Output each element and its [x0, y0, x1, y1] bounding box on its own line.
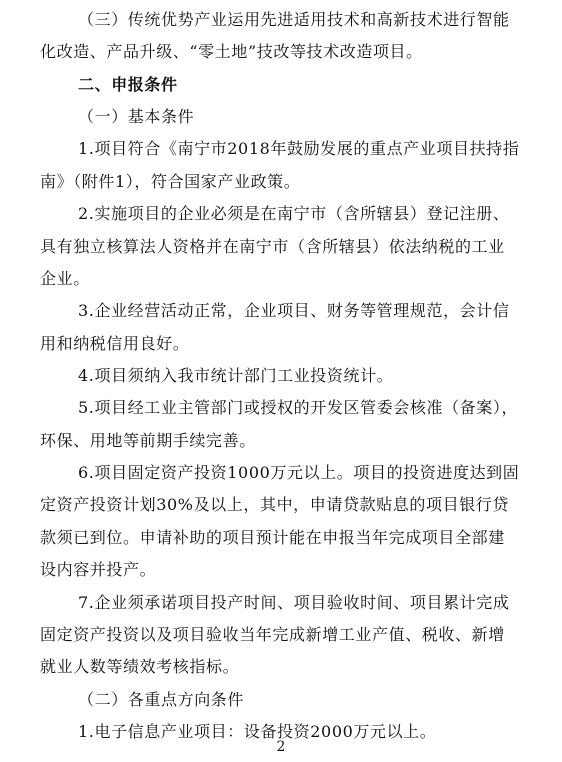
page-number: 2	[276, 739, 286, 755]
paragraph-line: 就业人数等绩效考核指标。	[40, 657, 240, 676]
paragraph-line: 2.实施项目的企业必须是在南宁市（含所辖县）登记注册、	[78, 204, 510, 223]
paragraph-line: 6.项目固定资产投资1000万元以上。项目的投资进度达到固	[78, 463, 520, 482]
paragraph-line: 用和纳税信用良好。	[40, 334, 190, 353]
paragraph-line: 具有独立核算法人资格并在南宁市（含所辖县）依法纳税的工业	[40, 237, 505, 256]
paragraph-line: 定资产投资计划30%及以上，其中，申请贷款贴息的项目银行贷	[40, 495, 509, 514]
paragraph-line: 1.电子信息产业项目：设备投资2000万元以上。	[78, 722, 437, 741]
paragraph-line: 1.项目符合《南宁市2018年鼓励发展的重点产业项目扶持指	[78, 139, 520, 158]
paragraph-line: （三）传统优势产业运用先进适用技术和高新技术进行智能	[78, 10, 510, 29]
paragraph-line: 款须已到位。申请补助的项目预计能在申报当年完成项目全部建	[40, 528, 505, 547]
paragraph-line: 环保、用地等前期手续完善。	[40, 431, 256, 450]
paragraph-line: 南》（附件1），符合国家产业政策。	[40, 172, 301, 191]
paragraph-line: 固定资产投资以及项目验收当年完成新增工业产值、税收、新增	[40, 625, 505, 644]
paragraph-line: 企业。	[40, 269, 90, 288]
subsection-heading: （二）各重点方向条件	[78, 690, 245, 709]
paragraph-line: 化改造、产品升级、“零土地”技改等技术改造项目。	[40, 42, 423, 61]
paragraph-line: 7.企业须承诺项目投产时间、项目验收时间、项目累计完成	[78, 593, 510, 612]
paragraph-line: 设内容并投产。	[40, 560, 157, 579]
subsection-heading: （一）基本条件	[78, 107, 195, 126]
paragraph-line: 5.项目经工业主管部门或授权的开发区管委会核准（备案），	[78, 398, 519, 417]
section-heading: 二、申报条件	[78, 75, 178, 94]
paragraph-line: 3.企业经营活动正常，企业项目、财务等管理规范，会计信	[78, 301, 510, 320]
paragraph-line: 4.项目须纳入我市统计部门工业投资统计。	[78, 366, 394, 385]
